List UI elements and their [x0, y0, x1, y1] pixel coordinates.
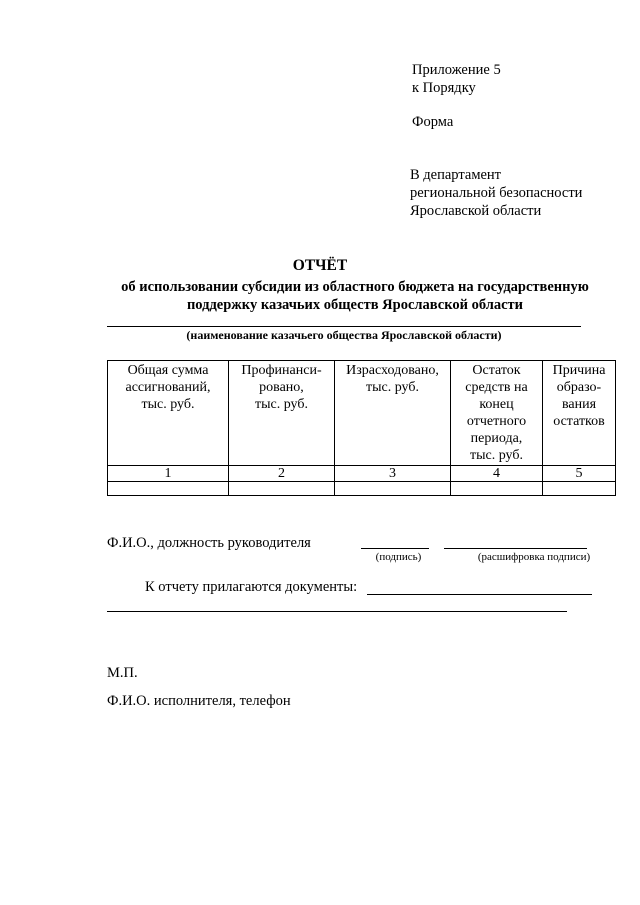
table-header-row	[108, 361, 616, 466]
header-text: образо-	[556, 380, 602, 395]
signature-decoding-field[interactable]	[444, 548, 587, 549]
head-name-position-label: Ф.И.О., должность руководителя	[107, 535, 311, 551]
header-financed	[229, 361, 335, 466]
appendix-procedure: к Порядку	[412, 80, 476, 96]
header-spent	[335, 361, 451, 466]
society-name-field[interactable]	[107, 326, 581, 327]
header-text: Израсходовано,	[346, 363, 439, 378]
document-subtitle	[100, 278, 610, 314]
signature-field[interactable]	[361, 548, 429, 549]
column-number: 4	[451, 466, 543, 482]
header-text: средств на	[465, 380, 528, 395]
report-table	[107, 360, 616, 496]
header-text: Причина	[552, 363, 606, 378]
addressee-line-2: региональной безопасности	[410, 185, 583, 201]
header-text: периода,	[470, 431, 523, 446]
society-name-caption: (наименование казачьего общества Ярославской области)	[186, 328, 502, 342]
header-text: тыс. руб.	[470, 448, 523, 463]
column-number-row	[108, 466, 616, 482]
column-number: 3	[335, 466, 451, 482]
subtitle-line-1: об использовании субсидии из областного бюджета на государственную	[121, 279, 589, 295]
subtitle-line-2: поддержку казачьих обществ Ярославской области	[186, 297, 524, 313]
attached-documents-field-continued[interactable]	[107, 611, 567, 612]
data-cell-spent[interactable]	[335, 482, 451, 496]
signature-decoding-caption: (расшифровка подписи)	[477, 551, 591, 563]
header-text: тыс. руб.	[255, 397, 308, 412]
header-text: Общая сумма	[127, 363, 209, 378]
header-text: Профинанси-	[241, 363, 322, 378]
appendix-reference	[412, 61, 501, 97]
addressee-line-3: Ярославской области	[410, 203, 542, 219]
data-cell-balance-reason[interactable]	[543, 482, 616, 496]
header-text: тыс. руб.	[141, 397, 195, 412]
header-balance-reason	[543, 361, 616, 466]
stamp-place-label: М.П.	[107, 665, 138, 681]
header-text: ровано,	[259, 380, 304, 395]
header-text: тыс. руб.	[366, 380, 419, 395]
header-text: ассигнований,	[125, 380, 211, 395]
column-number: 5	[543, 466, 616, 482]
executor-label: Ф.И.О. исполнителя, телефон	[107, 693, 291, 709]
header-text: остатков	[553, 414, 605, 429]
data-cell-financed[interactable]	[229, 482, 335, 496]
column-number: 2	[229, 466, 335, 482]
addressee-block	[410, 166, 582, 220]
header-text: отчетного	[466, 414, 527, 429]
header-total-allocations	[108, 361, 229, 466]
data-cell-balance[interactable]	[451, 482, 543, 496]
attached-documents-field[interactable]	[367, 594, 592, 595]
document-title: ОТЧЁТ	[292, 257, 348, 274]
form-label: Форма	[412, 114, 454, 130]
column-number: 1	[108, 466, 229, 482]
header-text: конец	[479, 397, 514, 412]
addressee-line-1: В департамент	[410, 167, 502, 183]
appendix-number: Приложение 5	[412, 62, 501, 78]
signature-caption: (подпись)	[375, 551, 422, 563]
table-data-row	[108, 482, 616, 496]
header-balance	[451, 361, 543, 466]
data-cell-total-allocations[interactable]	[108, 482, 229, 496]
header-text: вания	[561, 397, 597, 412]
header-text: Остаток	[472, 363, 521, 378]
attached-documents-label: К отчету прилагаются документы:	[145, 579, 358, 595]
